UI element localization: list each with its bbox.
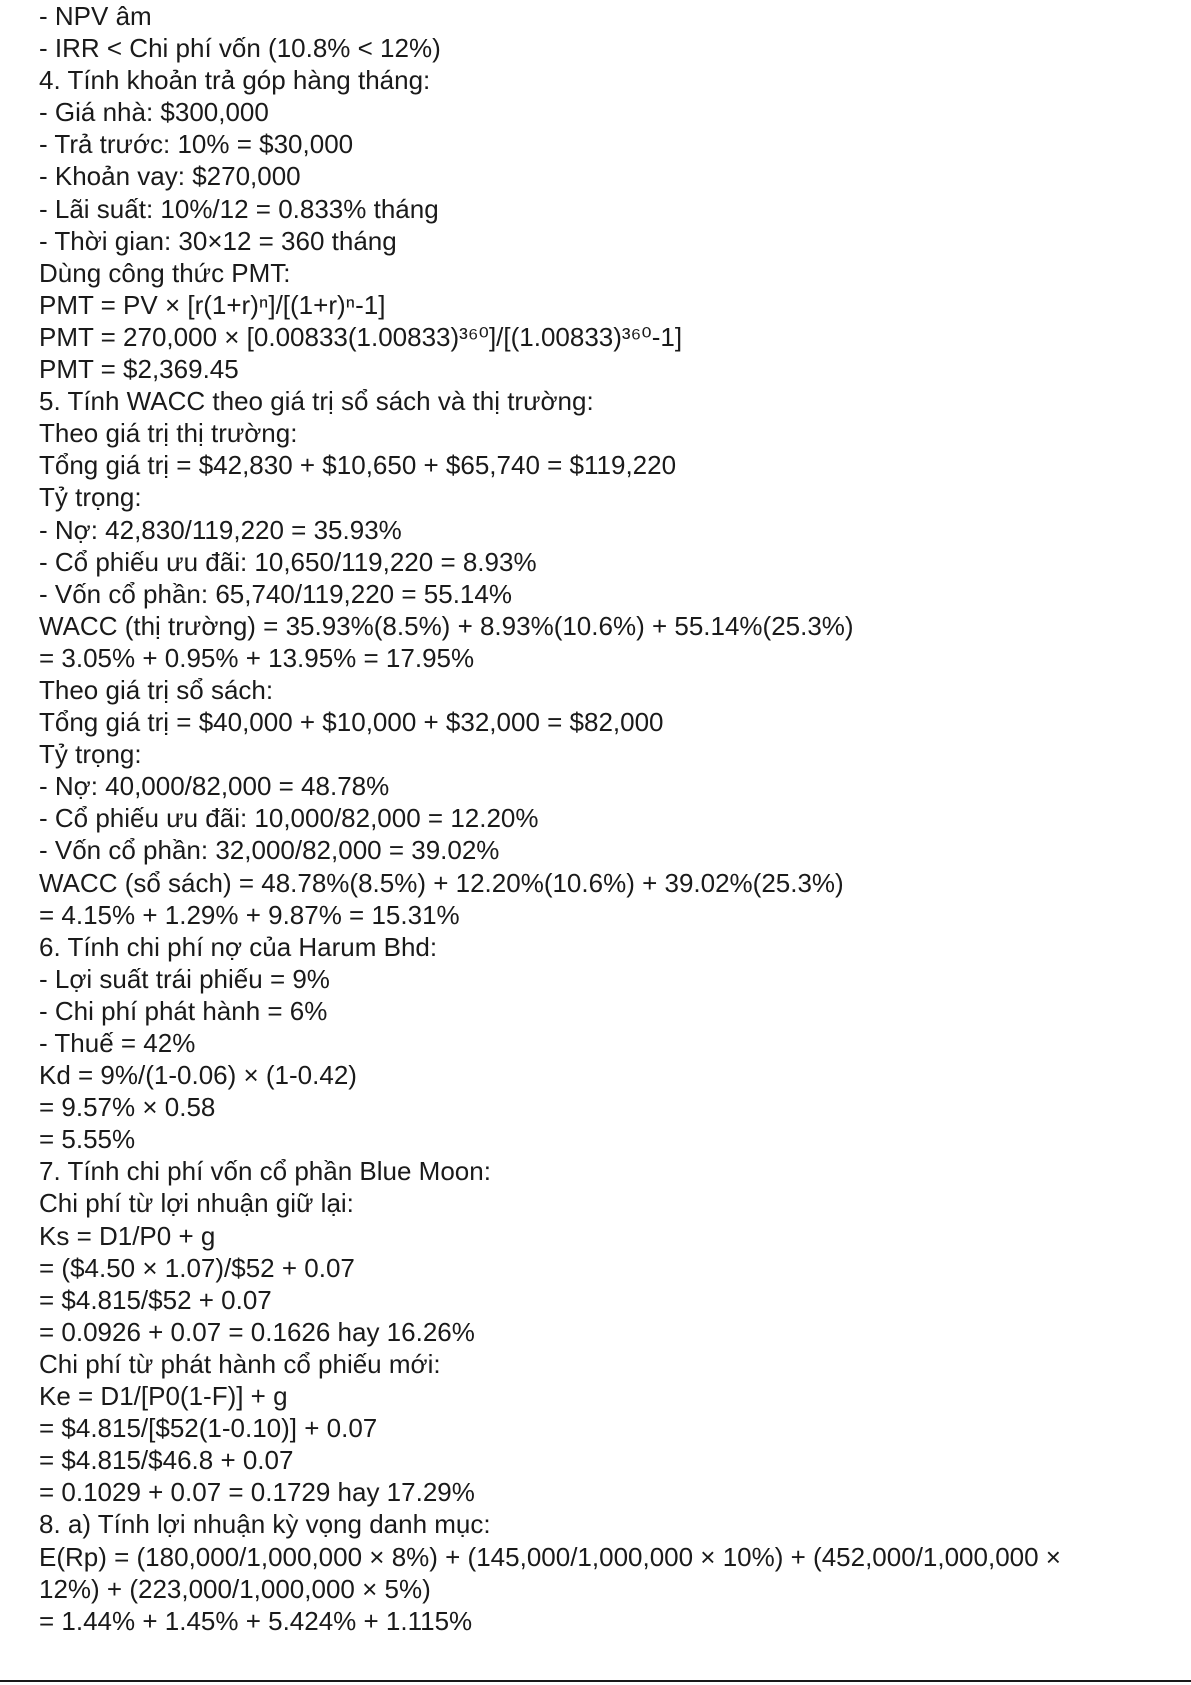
text-line: PMT = $2,369.45 (39, 354, 239, 385)
text-line: = 5.55% (39, 1124, 136, 1155)
text-line: - NPV âm (39, 1, 152, 31)
text-line: = 3.05% + 0.95% + 13.95% = 17.95% (39, 642, 475, 673)
text-line: Theo giá trị thị trường: (39, 418, 298, 449)
text-line: = ($4.50 × 1.07)/$52 + 0.07 (39, 1252, 355, 1283)
text-line: - Vốn cổ phần: 32,000/82,000 = 39.02% (39, 835, 500, 866)
text-line: = 4.15% + 1.29% + 9.87% = 15.31% (39, 899, 460, 930)
text-line: PMT = PV × [r(1+r)ⁿ]/[(1+r)ⁿ-1] (39, 289, 386, 320)
text-line: Tổng giá trị = $40,000 + $10,000 + $32,000 = $82,000 (39, 707, 664, 738)
text-line: 12%) + (223,000/1,000,000 × 5%) (39, 1573, 431, 1604)
text-line: - Khoản vay: $270,000 (39, 161, 301, 192)
text-line: = 1.44% + 1.45% + 5.424% + 1.115% (39, 1605, 473, 1636)
text-line: 8. a) Tính lợi nhuận kỳ vọng danh mục: (39, 1509, 491, 1540)
text-line: Theo giá trị sổ sách: (39, 674, 274, 705)
text-line: WACC (thị trường) = 35.93%(8.5%) + 8.93%(10.6%) + 55.14%(25.3%) (39, 610, 854, 641)
text-line: E(Rp) = (180,000/1,000,000 × 8%) + (145,000/1,000,000 × 10%) + (452,000/1,000,000 × (39, 1541, 1061, 1572)
text-line: Ke = D1/[P0(1-F)] + g (39, 1381, 288, 1412)
page-bottom-rule (0, 1680, 1191, 1682)
text-line: PMT = 270,000 × [0.00833(1.00833)³⁶⁰]/[(1.00833)³⁶⁰-1] (39, 321, 683, 352)
text-line: - Thuế = 42% (39, 1028, 196, 1058)
text-line: - Lãi suất: 10%/12 = 0.833% tháng (39, 193, 439, 224)
text-line: Chi phí từ lợi nhuận giữ lại: (39, 1188, 354, 1219)
text-line: - Lợi suất trái phiếu = 9% (39, 963, 330, 994)
text-line: - Giá nhà: $300,000 (39, 97, 269, 128)
text-line: - Nợ: 42,830/119,220 = 35.93% (39, 514, 402, 545)
text-line: Tỷ trọng: (39, 739, 142, 770)
text-line: = $4.815/$52 + 0.07 (39, 1284, 272, 1315)
text-line: Chi phí từ phát hành cổ phiếu mới: (39, 1348, 441, 1379)
text-line: Kd = 9%/(1-0.06) × (1-0.42) (39, 1060, 357, 1091)
text-line: = $4.815/$46.8 + 0.07 (39, 1445, 294, 1476)
text-line: - Chi phí phát hành = 6% (39, 995, 328, 1026)
document-page (39, 0, 1159, 1637)
text-line: Ks = D1/P0 + g (39, 1220, 216, 1251)
text-line: = 9.57% × 0.58 (39, 1092, 216, 1123)
document-body (39, 0, 1159, 1637)
text-line: = 0.0926 + 0.07 = 0.1626 hay 16.26% (39, 1316, 475, 1347)
text-line: - Trả trước: 10% = $30,000 (39, 129, 354, 160)
text-line: = $4.815/[$52(1-0.10)] + 0.07 (39, 1413, 378, 1444)
text-line: - Vốn cổ phần: 65,740/119,220 = 55.14% (39, 578, 512, 609)
text-line: 7. Tính chi phí vốn cổ phần Blue Moon: (39, 1156, 491, 1187)
text-line: - Thời gian: 30×12 = 360 tháng (39, 225, 397, 256)
text-line: - Cổ phiếu ưu đãi: 10,650/119,220 = 8.93% (39, 546, 537, 577)
text-line: - Nợ: 40,000/82,000 = 48.78% (39, 771, 390, 802)
text-line: WACC (sổ sách) = 48.78%(8.5%) + 12.20%(10.6%) + 39.02%(25.3%) (39, 867, 844, 898)
text-line: - Cổ phiếu ưu đãi: 10,000/82,000 = 12.20% (39, 803, 539, 834)
text-line: Tổng giá trị = $42,830 + $10,650 + $65,740 = $119,220 (39, 450, 677, 481)
text-line: Tỷ trọng: (39, 482, 142, 513)
text-line: 5. Tính WACC theo giá trị sổ sách và thị trường: (39, 386, 594, 417)
text-line: Dùng công thức PMT: (39, 257, 291, 288)
text-line: 6. Tính chi phí nợ của Harum Bhd: (39, 931, 438, 962)
text-line: - IRR < Chi phí vốn (10.8% < 12%) (39, 33, 441, 64)
text-line: 4. Tính khoản trả góp hàng tháng: (39, 65, 431, 96)
text-line: = 0.1029 + 0.07 = 0.1729 hay 17.29% (39, 1477, 475, 1508)
